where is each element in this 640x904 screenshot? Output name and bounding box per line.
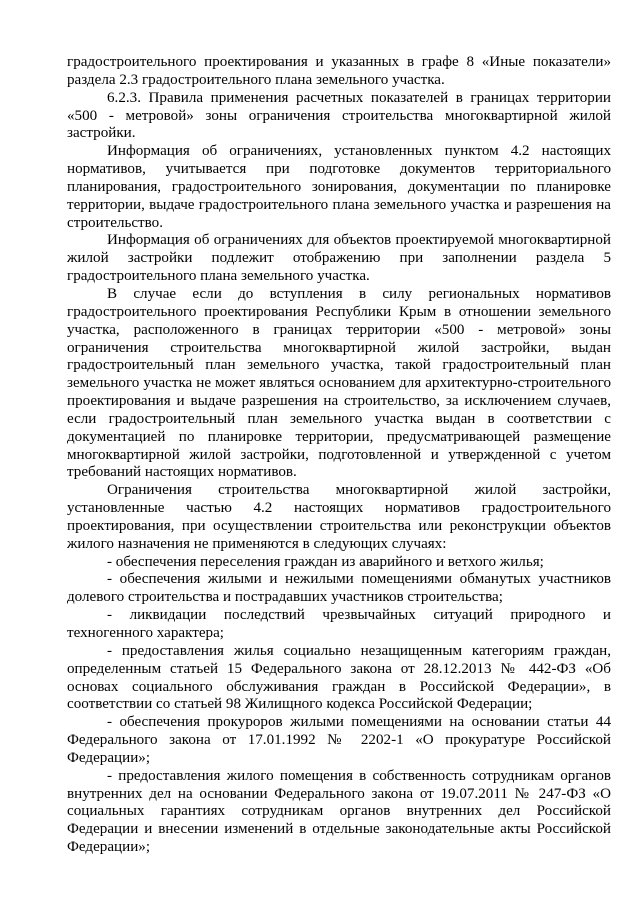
list-item-police-housing: - предоставления жилого помещения в собственность сотрудникам органов внутренних дел на основании Федерального закона от 19.07.2011 № 247-ФЗ «О социальных гарантиях сотрудникам органов внутренних дел Российской Федерации и внесении изменений в отдельные законодательные акты Российской Федерации»; — [67, 767, 611, 856]
list-item-emergency-liquidation: - ликвидации последствий чрезвычайных ситуаций природного и техногенного характера; — [67, 607, 611, 641]
paragraph-exceptions-intro: Ограничения строительства многоквартирной жилой застройки, установленные частью 4.2 настоящих нормативов градостроительного проектирования, при осуществлении строительства или реконструкции объектов жилого назначения не применяются в следующих случаях: — [67, 482, 611, 552]
paragraph-section-6-2-3: 6.2.3. Правила применения расчетных показателей в границах территории «500 - метровой» зоны ограничения строительства многоквартирной жилой застройки. — [67, 89, 611, 142]
paragraph-display-info: Информация об ограничениях для объектов проектируемой многоквартирной жилой застройки подлежит отображению при заполнении раздела 5 градостроительного плана земельного участка. — [67, 232, 611, 285]
list-item-resettlement: - обеспечения переселения граждан из аварийного и ветхого жилья; — [107, 553, 544, 570]
list-item-defrauded-participants: - обеспечения жилыми и нежилыми помещениями обманутых участников долевого строительства и пострадавших участников строительства; — [67, 571, 611, 606]
paragraph-restrictions-info: Информация об ограничениях, установленных пунктом 4.2 настоящих нормативов, учитывается при подготовке документов территориального планирования, градостроительного зонирования, документации по планировке территории, выдаче градостроительного плана земельного участка и разрешения на строительство. — [67, 143, 611, 231]
paragraph-prior-plan-case: В случае если до вступления в силу региональных нормативов градостроительного проектирования Республики Крым в отношении земельного участка, расположенного в границах территории «500 - метровой» зоны ограничения строительства многоквартирной жилой застройки, выдан градостроительный план земельного участка, такой градостроительный план земельного участка не может являться основанием для архитектурно-строительного проектирования и выдаче разрешения на строительство, за исключением случаев, если градостроительный план земельного участка выдан в соответствии с документацией по планировке территории, предусматривающей размещение многоквартирной жилой застройки, подготовленной и утвержденной с учетом требований настоящих нормативов. — [67, 285, 611, 481]
list-item-prosecutors-housing: - обеспечения прокуроров жилыми помещениями на основании статьи 44 Федерального закона от 17.01.1992 № 2202-1 «О прокуратуре Российской Федерации»; — [67, 714, 611, 766]
paragraph-continuation: градостроительного проектирования и указанных в графе 8 «Иные показатели» раздела 2.3 градостроительного плана земельного участка. — [67, 54, 611, 88]
list-item-social-housing: - предоставления жилья социально незащищенным категориям граждан, определенным статьей 15 Федерального закона от 28.12.2013 № 442-ФЗ «Об основах социального обслуживания граждан в Российской Федерации», в соответствии со статьей 98 Жилищного кодекса Российской Федерации; — [67, 642, 611, 713]
